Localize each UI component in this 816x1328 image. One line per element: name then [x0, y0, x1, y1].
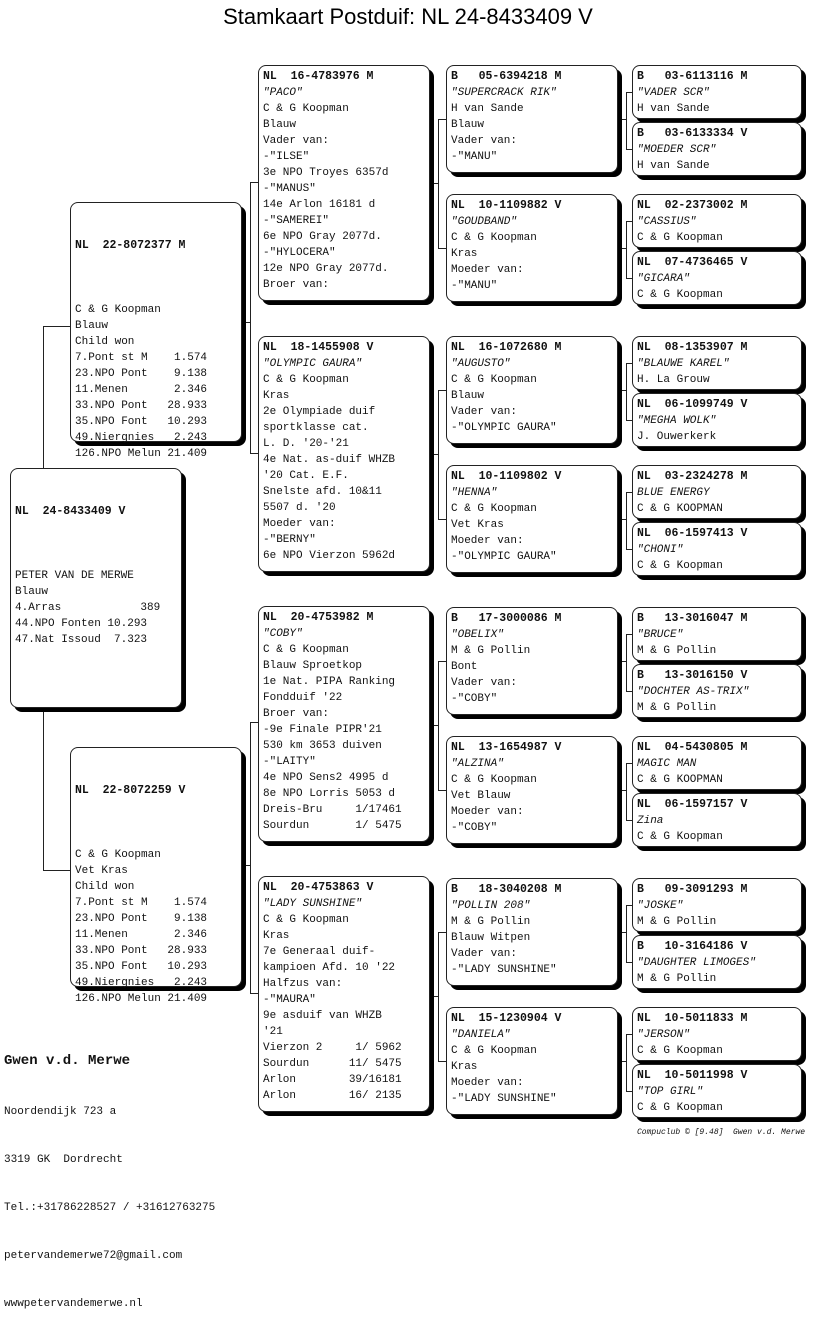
detail-line: Broer van: — [263, 279, 330, 291]
detail-line: C & G Koopman — [75, 304, 161, 316]
detail-line: 1e Nat. PIPA Ranking — [263, 676, 396, 688]
ancestor-card[interactable] — [632, 65, 802, 119]
detail-line: '21 — [263, 1026, 283, 1038]
father-details — [75, 286, 237, 462]
detail-line: C & G Koopman — [451, 503, 537, 515]
detail-line: 4e Nat. as-duif WHZB — [263, 454, 396, 466]
connector-line — [438, 119, 439, 248]
detail-line: 11.Menen 2.346 — [75, 384, 208, 396]
detail-line: Bont — [451, 661, 478, 673]
detail-line: Blauw — [451, 390, 485, 402]
connector-line — [246, 865, 250, 866]
pigeon-name: "VADER SCR" — [637, 87, 710, 99]
detail-line: C & G Koopman — [263, 644, 349, 656]
connector-line — [622, 119, 626, 120]
ring-number: B 13-3016047 M — [637, 612, 748, 625]
detail-line: 7e Generaal duif- — [263, 946, 376, 958]
detail-line: Vet Kras — [451, 519, 504, 531]
connector-line — [250, 722, 258, 723]
detail-line: Vader van: — [263, 135, 330, 147]
detail-line: -"ILSE" — [263, 151, 310, 163]
detail-line: Vet Kras — [75, 865, 128, 877]
ancestor-card[interactable] — [632, 393, 802, 447]
pigeon-details — [263, 912, 425, 1104]
ancestor-card[interactable] — [632, 607, 802, 661]
detail-line: Moeder van: — [451, 264, 524, 276]
connector-line — [250, 993, 258, 994]
ring-number: B 03-6113116 M — [637, 70, 748, 83]
pigeon-name: "JOSKE" — [637, 900, 684, 912]
great-grandparent-card[interactable] — [446, 607, 618, 715]
pigeon-name: "DANIELA" — [451, 1029, 511, 1041]
pigeon-owner: C & G Koopman — [637, 232, 723, 244]
detail-line: C & G Koopman — [263, 103, 349, 115]
connector-line — [434, 996, 438, 997]
detail-line: -"MANU" — [451, 151, 498, 163]
ring-number: NL 02-2373002 M — [637, 199, 748, 212]
detail-line: Moeder van: — [451, 806, 524, 818]
detail-line: C & G Koopman — [263, 914, 349, 926]
connector-line — [626, 221, 627, 278]
great-grandparent-card[interactable] — [446, 65, 618, 173]
ring-number: NL 10-1109882 V — [451, 199, 562, 212]
pigeon-details — [451, 230, 613, 294]
detail-line: Moeder van: — [451, 535, 524, 547]
detail-line: 47.Nat Issoud 7.323 — [15, 634, 148, 646]
pigeon-name: "MEGHA WOLK" — [637, 415, 717, 427]
connector-line — [626, 492, 627, 549]
pigeon-owner: M & G Pollin — [637, 702, 717, 714]
detail-line: Fondduif '22 — [263, 692, 343, 704]
pigeon-details — [451, 501, 613, 565]
connector-line — [626, 1034, 627, 1091]
pigeon-details — [451, 372, 613, 436]
detail-line: Sourdun 11/ 5475 — [263, 1058, 402, 1070]
ancestor-card[interactable] — [632, 465, 802, 519]
detail-line: M & G Pollin — [451, 645, 531, 657]
pigeon-details — [451, 914, 613, 978]
grandparent-card[interactable] — [258, 876, 430, 1112]
detail-line: Vader van: — [451, 406, 518, 418]
connector-line — [438, 390, 439, 519]
detail-line: -"COBY" — [451, 822, 498, 834]
pigeon-details — [263, 101, 425, 293]
breeder-email[interactable]: petervandemerwe72@gmail.com — [4, 1250, 183, 1262]
detail-line: Kras — [451, 248, 478, 260]
ring-number: NL 06-1597157 V — [637, 798, 748, 811]
connector-line — [438, 932, 439, 1061]
ring-number: NL 03-2324278 M — [637, 470, 748, 483]
detail-line: 12e NPO Gray 2077d. — [263, 263, 389, 275]
father-ring: NL 22-8072377 M — [75, 239, 186, 252]
pigeon-owner: H van Sande — [637, 103, 710, 115]
pigeon-details — [263, 642, 425, 834]
ancestor-card[interactable] — [632, 664, 802, 718]
mother-details — [75, 831, 237, 1007]
connector-line — [626, 634, 627, 691]
detail-line: Arlon 39/16181 — [263, 1074, 402, 1086]
grandparent-card[interactable] — [258, 336, 430, 572]
detail-line: Kras — [263, 930, 290, 942]
connector-line — [438, 1061, 446, 1062]
connector-line — [246, 322, 250, 323]
connector-line — [438, 932, 446, 933]
connector-line — [622, 932, 626, 933]
detail-line: Blauw Sproetkop — [263, 660, 363, 672]
detail-line: Blauw — [15, 586, 49, 598]
pigeon-owner: H. La Grouw — [637, 374, 710, 386]
connector-line — [622, 790, 626, 791]
detail-line: 9e asduif van WHZB — [263, 1010, 382, 1022]
connector-line — [43, 870, 70, 871]
detail-line: Blauw — [263, 119, 297, 131]
detail-line: 14e Arlon 16181 d — [263, 199, 376, 211]
ring-number: NL 20-4753863 V — [263, 881, 374, 894]
detail-line: C & G Koopman — [451, 774, 537, 786]
connector-line — [622, 390, 626, 391]
ring-number: NL 10-5011833 M — [637, 1012, 748, 1025]
ring-number: B 03-6133334 V — [637, 127, 748, 140]
pigeon-details — [451, 772, 613, 836]
detail-line: 5507 d. '20 — [263, 502, 336, 514]
detail-line: C & G Koopman — [451, 232, 537, 244]
detail-line: 3e NPO Troyes 6357d — [263, 167, 389, 179]
detail-line: -"OLYMPIC GAURA" — [451, 422, 557, 434]
breeder-phone: Tel.:+31786228527 / +31612763275 — [4, 1202, 216, 1214]
pigeon-name: "LADY SUNSHINE" — [263, 898, 363, 910]
ancestor-card[interactable] — [632, 1064, 802, 1118]
detail-line: 4e NPO Sens2 4995 d — [263, 772, 389, 784]
pigeon-name: "SUPERCRACK RIK" — [451, 87, 557, 99]
pigeon-owner: C & G Koopman — [637, 289, 723, 301]
detail-line: 33.NPO Pont 28.933 — [75, 400, 208, 412]
connector-line — [438, 661, 446, 662]
detail-line: Broer van: — [263, 708, 330, 720]
ring-number: NL 10-5011998 V — [637, 1069, 748, 1082]
detail-line — [75, 286, 237, 302]
pigeon-details — [451, 1043, 613, 1107]
pigeon-owner: C & G Koopman — [637, 560, 723, 572]
detail-line: 35.NPO Font 10.293 — [75, 416, 208, 428]
pigeon-details — [263, 372, 425, 564]
detail-line: -"LADY SUNSHINE" — [451, 964, 557, 976]
connector-line — [622, 1061, 626, 1062]
pigeon-name: "OLYMPIC GAURA" — [263, 358, 363, 370]
detail-line: 33.NPO Pont 28.933 — [75, 945, 208, 957]
pigeon-owner: M & G Pollin — [637, 973, 717, 985]
ring-number: NL 20-4753982 M — [263, 611, 374, 624]
ancestor-card[interactable] — [632, 736, 802, 790]
breeder-website[interactable]: wwwpetervandemerwe.nl — [4, 1298, 143, 1310]
detail-line: Moeder van: — [263, 518, 336, 530]
ring-number: B 05-6394218 M — [451, 70, 562, 83]
pigeon-name: BLUE ENERGY — [637, 487, 710, 499]
pigeon-name: "DAUGHTER LIMOGES" — [637, 957, 756, 969]
connector-line — [434, 725, 438, 726]
detail-line: 35.NPO Font 10.293 — [75, 961, 208, 973]
subject-card[interactable] — [10, 468, 182, 708]
detail-line: Kras — [451, 1061, 478, 1073]
ring-number: NL 10-1109802 V — [451, 470, 562, 483]
connector-line — [438, 119, 446, 120]
detail-line — [15, 552, 177, 568]
connector-line — [622, 248, 626, 249]
detail-line: 23.NPO Pont 9.138 — [75, 913, 208, 925]
ancestor-card[interactable] — [632, 522, 802, 576]
detail-line: 7.Pont st M 1.574 — [75, 352, 208, 364]
ring-number: B 18-3040208 M — [451, 883, 562, 896]
ancestor-card[interactable] — [632, 251, 802, 305]
ring-number: NL 06-1099749 V — [637, 398, 748, 411]
breeder-address: Noordendijk 723 a — [4, 1106, 117, 1118]
connector-line — [438, 790, 446, 791]
detail-line: '20 Cat. E.F. — [263, 470, 349, 482]
detail-line: 49.Niergnies 2.243 — [75, 977, 208, 989]
detail-line: Blauw — [451, 119, 485, 131]
detail-line: -"LAITY" — [263, 756, 316, 768]
detail-line: Moeder van: — [451, 1077, 524, 1089]
detail-line: -"BERNY" — [263, 534, 316, 546]
detail-line: Child won — [75, 881, 135, 893]
detail-line: M & G Pollin — [451, 916, 531, 928]
detail-line: 4.Arras 389 — [15, 602, 161, 614]
detail-line: 11.Menen 2.346 — [75, 929, 208, 941]
great-grandparent-card[interactable] — [446, 336, 618, 444]
pigeon-details — [451, 101, 613, 165]
detail-line: Vader van: — [451, 135, 518, 147]
detail-line: 126.NPO Melun 21.409 — [75, 993, 208, 1005]
ring-number: NL 08-1353907 M — [637, 341, 748, 354]
ancestor-card[interactable] — [632, 1007, 802, 1061]
detail-line: -"SAMEREI" — [263, 215, 330, 227]
pigeon-owner: C & G KOOPMAN — [637, 774, 723, 786]
detail-line: 8e NPO Lorris 5053 d — [263, 788, 396, 800]
connector-line — [438, 661, 439, 790]
detail-line: 7.Pont st M 1.574 — [75, 897, 208, 909]
ring-number: B 10-3164186 V — [637, 940, 748, 953]
detail-line: Blauw — [75, 320, 109, 332]
grandparent-card[interactable] — [258, 65, 430, 301]
pigeon-name: "GICARA" — [637, 273, 690, 285]
detail-line: 44.NPO Fonten 10.293 — [15, 618, 148, 630]
breeder-city: 3319 GK Dordrecht — [4, 1154, 123, 1166]
detail-line: Kras — [263, 390, 290, 402]
detail-line: Sourdun 1/ 5475 — [263, 820, 402, 832]
detail-line: -"OLYMPIC GAURA" — [451, 551, 557, 563]
detail-line: 2e Olympiade duif — [263, 406, 376, 418]
detail-line: Blauw Witpen — [451, 932, 531, 944]
pigeon-owner: C & G KOOPMAN — [637, 503, 723, 515]
ring-number: B 17-3000086 M — [451, 612, 562, 625]
detail-line: H van Sande — [451, 103, 524, 115]
detail-line: -"MAURA" — [263, 994, 316, 1006]
connector-line — [626, 905, 627, 962]
connector-line — [43, 708, 44, 870]
subject-ring: NL 24-8433409 V — [15, 505, 126, 518]
subject-details — [15, 552, 177, 648]
detail-line: C & G Koopman — [75, 849, 161, 861]
detail-line: sportklasse cat. — [263, 422, 369, 434]
detail-line: -"COBY" — [451, 693, 498, 705]
ring-number: NL 06-1597413 V — [637, 527, 748, 540]
detail-line: -"MANUS" — [263, 183, 316, 195]
great-grandparent-card[interactable] — [446, 465, 618, 573]
pigeon-name: "DOCHTER AS-TRIX" — [637, 686, 750, 698]
detail-line: Snelste afd. 10&11 — [263, 486, 382, 498]
pigeon-name: "HENNA" — [451, 487, 498, 499]
ancestor-card[interactable] — [632, 878, 802, 932]
pigeon-owner: C & G Koopman — [637, 1045, 723, 1057]
detail-line: Vet Blauw — [451, 790, 511, 802]
mother-ring: NL 22-8072259 V — [75, 784, 186, 797]
ring-number: NL 15-1230904 V — [451, 1012, 562, 1025]
connector-line — [438, 519, 446, 520]
pigeon-name: Zina — [637, 815, 664, 827]
pigeon-name: "AUGUSTO" — [451, 358, 511, 370]
ring-number: NL 18-1455908 V — [263, 341, 374, 354]
detail-line: -"LADY SUNSHINE" — [451, 1093, 557, 1105]
ancestor-card[interactable] — [632, 122, 802, 176]
detail-line: 530 km 3653 duiven — [263, 740, 382, 752]
footer-credit: Compuclub © [9.48] Gwen v.d. Merwe — [637, 1128, 806, 1137]
connector-line — [250, 722, 251, 994]
connector-line — [250, 182, 251, 454]
pigeon-name: "POLLIN 208" — [451, 900, 531, 912]
detail-line: C & G Koopman — [263, 374, 349, 386]
detail-line: 126.NPO Melun 21.409 — [75, 448, 208, 460]
pigeon-name: "OBELIX" — [451, 629, 504, 641]
detail-line: kampioen Afd. 10 '22 — [263, 962, 396, 974]
great-grandparent-card[interactable] — [446, 1007, 618, 1115]
pigeon-name: MAGIC MAN — [637, 758, 697, 770]
connector-line — [434, 454, 438, 455]
pigeon-owner: C & G Koopman — [637, 1102, 723, 1114]
great-grandparent-card[interactable] — [446, 736, 618, 844]
detail-line: PETER VAN DE MERWE — [15, 570, 134, 582]
pigeon-name: "ALZINA" — [451, 758, 504, 770]
mother-card[interactable] — [70, 747, 242, 1005]
detail-line: Vader van: — [451, 948, 518, 960]
ring-number: B 13-3016150 V — [637, 669, 748, 682]
detail-line: 6e NPO Vierzon 5962d — [263, 550, 396, 562]
detail-line: C & G Koopman — [451, 1045, 537, 1057]
connector-line — [626, 363, 627, 420]
connector-line — [438, 248, 446, 249]
pigeon-name: "BRUCE" — [637, 629, 684, 641]
ring-number: NL 16-4783976 M — [263, 70, 374, 83]
connector-line — [626, 763, 627, 820]
breeder-name: Gwen v.d. Merwe — [4, 1053, 131, 1069]
detail-line: Vierzon 2 1/ 5962 — [263, 1042, 402, 1054]
connector-line — [43, 326, 70, 327]
connector-line — [626, 92, 627, 149]
great-grandparent-card[interactable] — [446, 878, 618, 986]
pigeon-owner: M & G Pollin — [637, 916, 717, 928]
page-title: Stamkaart Postduif: NL 24-8433409 V — [223, 4, 593, 29]
detail-line: Vader van: — [451, 677, 518, 689]
detail-line: Dreis-Bru 1/17461 — [263, 804, 402, 816]
ancestor-card[interactable] — [632, 935, 802, 989]
connector-line — [622, 519, 626, 520]
connector-line — [43, 326, 44, 468]
detail-line: -"HYLOCERA" — [263, 247, 336, 259]
detail-line: Arlon 16/ 2135 — [263, 1090, 402, 1102]
ring-number: NL 04-5430805 M — [637, 741, 748, 754]
connector-line — [250, 453, 258, 454]
pigeon-owner: H van Sande — [637, 160, 710, 172]
pigeon-name: "MOEDER SCR" — [637, 144, 717, 156]
detail-line: 23.NPO Pont 9.138 — [75, 368, 208, 380]
pigeon-owner: C & G Koopman — [637, 831, 723, 843]
great-grandparent-card[interactable] — [446, 194, 618, 302]
pigeon-name: "CHONI" — [637, 544, 684, 556]
ring-number: NL 13-1654987 V — [451, 741, 562, 754]
pigeon-name: "TOP GIRL" — [637, 1086, 704, 1098]
detail-line — [75, 831, 237, 847]
ring-number: B 09-3091293 M — [637, 883, 748, 896]
detail-line: L. D. '20-'21 — [263, 438, 349, 450]
connector-line — [434, 183, 438, 184]
breeder-info — [4, 1018, 215, 1328]
pigeon-details — [451, 643, 613, 707]
pigeon-name: "BLAUWE KAREL" — [637, 358, 730, 370]
detail-line: 6e NPO Gray 2077d. — [263, 231, 382, 243]
detail-line: -"MANU" — [451, 280, 498, 292]
ancestor-card[interactable] — [632, 336, 802, 390]
detail-line: -9e Finale PIPR'21 — [263, 724, 382, 736]
pigeon-name: "GOUDBAND" — [451, 216, 518, 228]
grandparent-card[interactable] — [258, 606, 430, 842]
pigeon-name: "CASSIUS" — [637, 216, 697, 228]
pigeon-owner: J. Ouwerkerk — [637, 431, 717, 443]
ancestor-card[interactable] — [632, 194, 802, 248]
ancestor-card[interactable] — [632, 793, 802, 847]
pigeon-owner: M & G Pollin — [637, 645, 717, 657]
ring-number: NL 07-4736465 V — [637, 256, 748, 269]
ring-number: NL 16-1072680 M — [451, 341, 562, 354]
father-card[interactable] — [70, 202, 242, 460]
pigeon-name: "PACO" — [263, 87, 303, 99]
detail-line: Halfzus van: — [263, 978, 343, 990]
detail-line: C & G Koopman — [451, 374, 537, 386]
detail-line: 49.Niergnies 2.243 — [75, 432, 208, 444]
connector-line — [622, 661, 626, 662]
pigeon-name: "COBY" — [263, 628, 303, 640]
connector-line — [250, 182, 258, 183]
detail-line: Child won — [75, 336, 135, 348]
pigeon-name: "JERSON" — [637, 1029, 690, 1041]
connector-line — [438, 390, 446, 391]
